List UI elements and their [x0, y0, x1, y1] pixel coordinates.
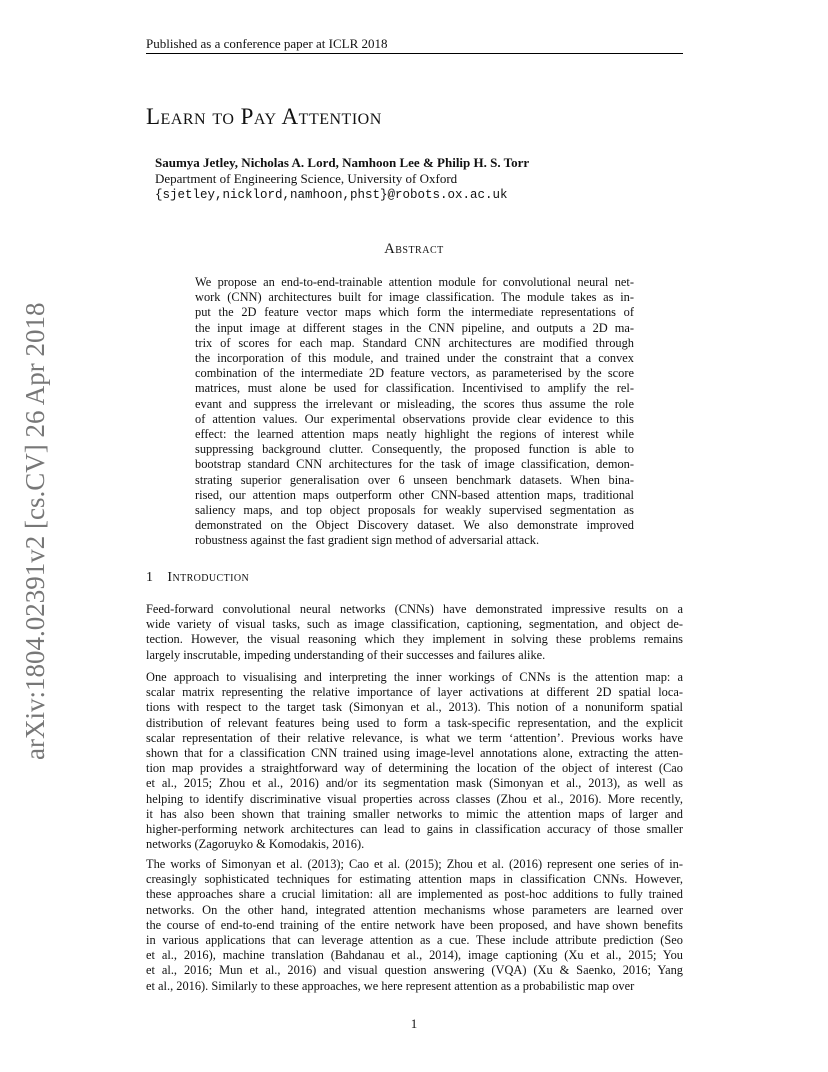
arxiv-identifier: arXiv:1804.02391v2 [cs.CV] 26 Apr 2018 — [20, 302, 50, 760]
abstract-heading: Abstract — [384, 241, 444, 257]
abstract-line: the incorporation of this module, and trained under the constraint that a convex — [195, 351, 634, 366]
author-emails: {sjetley,nicklord,namhoon,phst}@robots.ox.ac.uk — [155, 188, 508, 202]
abstract-body — [195, 275, 634, 549]
paragraph-line: distribution of relevant features being used to form a task-specific representation, and the explicit — [146, 715, 683, 730]
abstract-line: trix of scores for each map. Standard CNN architectures are modified through — [195, 335, 634, 350]
intro-paragraph-3 — [146, 857, 683, 994]
abstract-line: put the 2D feature vector maps which form the intermediate representations of — [195, 305, 634, 320]
abstract-line: effect: the learned attention maps neatly highlight the regions of interest while — [195, 427, 634, 442]
author-affiliation: Department of Engineering Science, University of Oxford — [155, 171, 458, 186]
abstract-line: bootstrap standard CNN architectures for the task of image classification, demon- — [195, 457, 634, 472]
paragraph-line: higher-performing network architectures can lead to gains in classification accuracy of those smaller — [146, 822, 683, 837]
header-rule — [146, 53, 683, 54]
abstract-line: strating superior generalisation over 6 unseen benchmark datasets. When bina- — [195, 472, 634, 487]
abstract-line: We propose an end-to-end-trainable attention module for convolutional neural net- — [195, 275, 634, 289]
paragraph-line: tions with respect to the target task (Simonyan et al., 2013). This notion of a nonuniform spatial — [146, 700, 683, 715]
paragraph-line: creasingly sophisticated techniques for estimating attention maps in classification CNNs. However, — [146, 872, 683, 887]
running-header: Published as a conference paper at ICLR 2018 — [146, 36, 388, 51]
intro-paragraph-2 — [146, 670, 683, 852]
paragraph-line: et al., 2016; Mun et al., 2016) and visual question answering (VQA) (Xu & Saenko, 2016; Yang — [146, 963, 683, 978]
paragraph-line: scalar matrix representing the relative importance of layer activations at different 2D spatial loca- — [146, 685, 683, 700]
paragraph-line: tion map provides a straightforward way of determining the location of the object of interest (Cao — [146, 761, 683, 776]
paragraph-line: scalar representation of their relative relevance, is what we term ‘attention’. Previous works have — [146, 730, 683, 745]
section-heading — [146, 570, 249, 586]
paragraph-line: largely inscrutable, impeding understanding of their successes and failures alike. — [146, 647, 546, 662]
abstract-line: robustness against the fast gradient sign method of adversarial attack. — [195, 533, 540, 548]
paragraph-line: et al., 2015; Zhou et al., 2016) and/or its segmentation mask (Simonyan et al., 2013), as well as — [146, 776, 683, 791]
section-title: Introduction — [167, 570, 250, 585]
paragraph-line: helping to identify discriminative visual properties across classes (Zhou et al., 2016). More recently, — [146, 791, 683, 806]
abstract-line: saliency maps, and top object proposals for weakly supervised segmentation as — [195, 503, 634, 518]
paper-title: Learn to Pay Attention — [146, 104, 382, 129]
abstract-line: suppressing background clutter. Consequently, the proposed function is able to — [195, 442, 634, 457]
paragraph-line: et al., 2016), machine translation (Bahdanau et al., 2014), image captioning (Xu et al., 2015; You — [146, 948, 683, 963]
paragraph-line: wide variety of visual tasks, such as image classification, captioning, segmentation, and object de- — [146, 617, 683, 632]
page-number: 1 — [410, 1016, 418, 1031]
abstract-line: demonstrated on the Object Discovery dataset. We also demonstrate improved — [195, 518, 634, 533]
paragraph-line: shown that for a classification CNN trained using image-level annotations alone, extracting the atten- — [146, 746, 683, 761]
author-names: Saumya Jetley, Nicholas A. Lord, Namhoon Lee & Philip H. S. Torr — [155, 155, 530, 170]
abstract-line: work (CNN) architectures built for image classification. The module takes as in- — [195, 290, 634, 305]
arxiv-sidebar — [20, 302, 50, 780]
intro-paragraph-1 — [146, 602, 683, 663]
paragraph-line: networks. On the other hand, integrated attention mechanisms whose parameters are learned over — [146, 902, 683, 917]
abstract-line: the input image at different stages in the CNN pipeline, and outputs a 2D ma- — [195, 320, 634, 335]
paragraph-line: these approaches share a crucial limitation: all are implemented as post-hoc additions to fully trained — [146, 887, 683, 902]
paragraph-line: The works of Simonyan et al. (2013); Cao et al. (2015); Zhou et al. (2016) represent one series of in- — [146, 857, 683, 871]
paragraph-line: tection. However, the visual reasoning which they implement in solving these problems remains — [146, 632, 683, 647]
abstract-line: of attention values. Our experimental observations provide clear evidence to this — [195, 411, 634, 426]
paragraph-line: the course of end-to-end training of the entire network have been proposed, and have shown benefits — [146, 917, 683, 932]
abstract-line: evant and suppress the irrelevant or misleading, the scores thus assume the role — [195, 396, 634, 411]
paragraph-line: it has also been shown that training smaller networks to mimic the attention maps of larger and — [146, 806, 683, 821]
abstract-line: combination of the intermediate 2D feature vectors, as parameterised by the score — [195, 366, 634, 381]
author-block — [155, 155, 529, 203]
paragraph-line: et al., 2016). Similarly to these approaches, we here represent attention as a probabilistic map over — [146, 978, 635, 993]
paragraph-line: networks (Zagoruyko & Komodakis, 2016). — [146, 837, 365, 852]
paragraph-line: Feed-forward convolutional neural networks (CNNs) have demonstrated impressive results on a — [146, 602, 683, 616]
section-number: 1 — [146, 570, 154, 585]
abstract-line: matrices, must alone be used for classification. Incentivised to amplify the rel- — [195, 381, 634, 396]
paragraph-line: One approach to visualising and interpreting the inner workings of CNNs is the attention map: a — [146, 670, 683, 684]
abstract-line: rised, our attention maps outperform other CNN-based attention maps, traditional — [195, 487, 634, 502]
paragraph-line: in various applications that can leverage attention as a cue. These include attribute prediction (Seo — [146, 933, 683, 948]
